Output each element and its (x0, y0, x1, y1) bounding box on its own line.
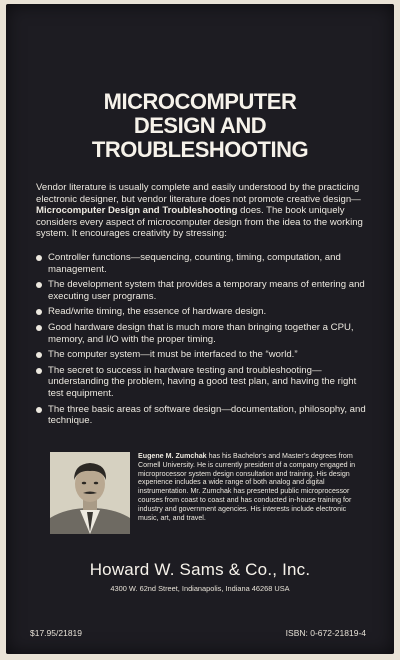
author-name: Eugene M. Zumchak (138, 452, 207, 460)
bullet-icon (36, 368, 42, 374)
bullet-icon (36, 352, 42, 358)
bullet-icon (36, 255, 42, 261)
feature-text: The computer system—it must be interfaced to the “world.” (48, 349, 298, 361)
bullet-icon (36, 407, 42, 413)
publisher-name: Howard W. Sams & Co., Inc. (89, 560, 311, 579)
feature-item (36, 404, 370, 427)
feature-list (36, 252, 370, 431)
title-line-2: DESIGN AND (133, 113, 267, 138)
feature-item (36, 322, 370, 345)
bullet-icon (36, 325, 42, 331)
intro-text-end: does. The book uniquely considers every aspect of microcomputer design from the idea to the working system. It encourages creativity by stressing: (36, 205, 363, 240)
feature-text: Controller functions—sequencing, counting, timing, computation, and management. (48, 252, 341, 275)
intro-paragraph (36, 182, 370, 240)
price-code: $17.95/21819 (30, 628, 82, 638)
isbn: ISBN: 0-672-21819-4 (285, 628, 366, 638)
back-cover (6, 4, 394, 654)
author-bio (138, 452, 362, 522)
feature-item (36, 349, 370, 361)
intro-book-title: Microcomputer Design and Troubleshooting (36, 205, 238, 217)
feature-text: Good hardware design that is much more than bringing together a CPU, memory, and I/O with the proper timing. (48, 321, 354, 345)
book-title (6, 90, 394, 162)
title-line-1: MICROCOMPUTER (103, 89, 297, 114)
author-bio-text: has his Bachelor’s and Master’s degrees from Cornell University. He is currently president of a company engaged in microprocessor system design consultation and training. His design experience includes a wide range of both analog and digital instrumentation. Mr. Zumchak has presented public microprocessor courses from coast to coast and has conducted in-house training for industry and government agencies. His interests include electronic music, art, and travel. (138, 452, 356, 522)
title-line-3: TROUBLESHOOTING (91, 137, 309, 162)
feature-item (36, 365, 370, 400)
author-photo (50, 452, 130, 534)
author-portrait-icon (50, 452, 130, 534)
bullet-icon (36, 309, 42, 315)
bullet-icon (36, 282, 42, 288)
feature-text: The development system that provides a temporary means of entering and executing user programs. (48, 279, 365, 302)
intro-text-start: Vendor literature is usually complete and easily understood by the practicing electronic designer, but vendor literature does not promote creative design— (36, 182, 361, 205)
feature-item (36, 252, 370, 275)
feature-item (36, 279, 370, 302)
feature-item (36, 306, 370, 318)
feature-text: The secret to success in hardware testing and troubleshooting—understanding the problem, having a good test plan, and having the right test equipment. (48, 364, 357, 399)
publisher-address: 4300 W. 62nd Street, Indianapolis, Indiana 46268 USA (110, 584, 290, 593)
feature-text: The three basic areas of software design—documentation, philosophy, and technique. (48, 403, 366, 427)
feature-text: Read/write timing, the essence of hardware design. (48, 306, 267, 318)
